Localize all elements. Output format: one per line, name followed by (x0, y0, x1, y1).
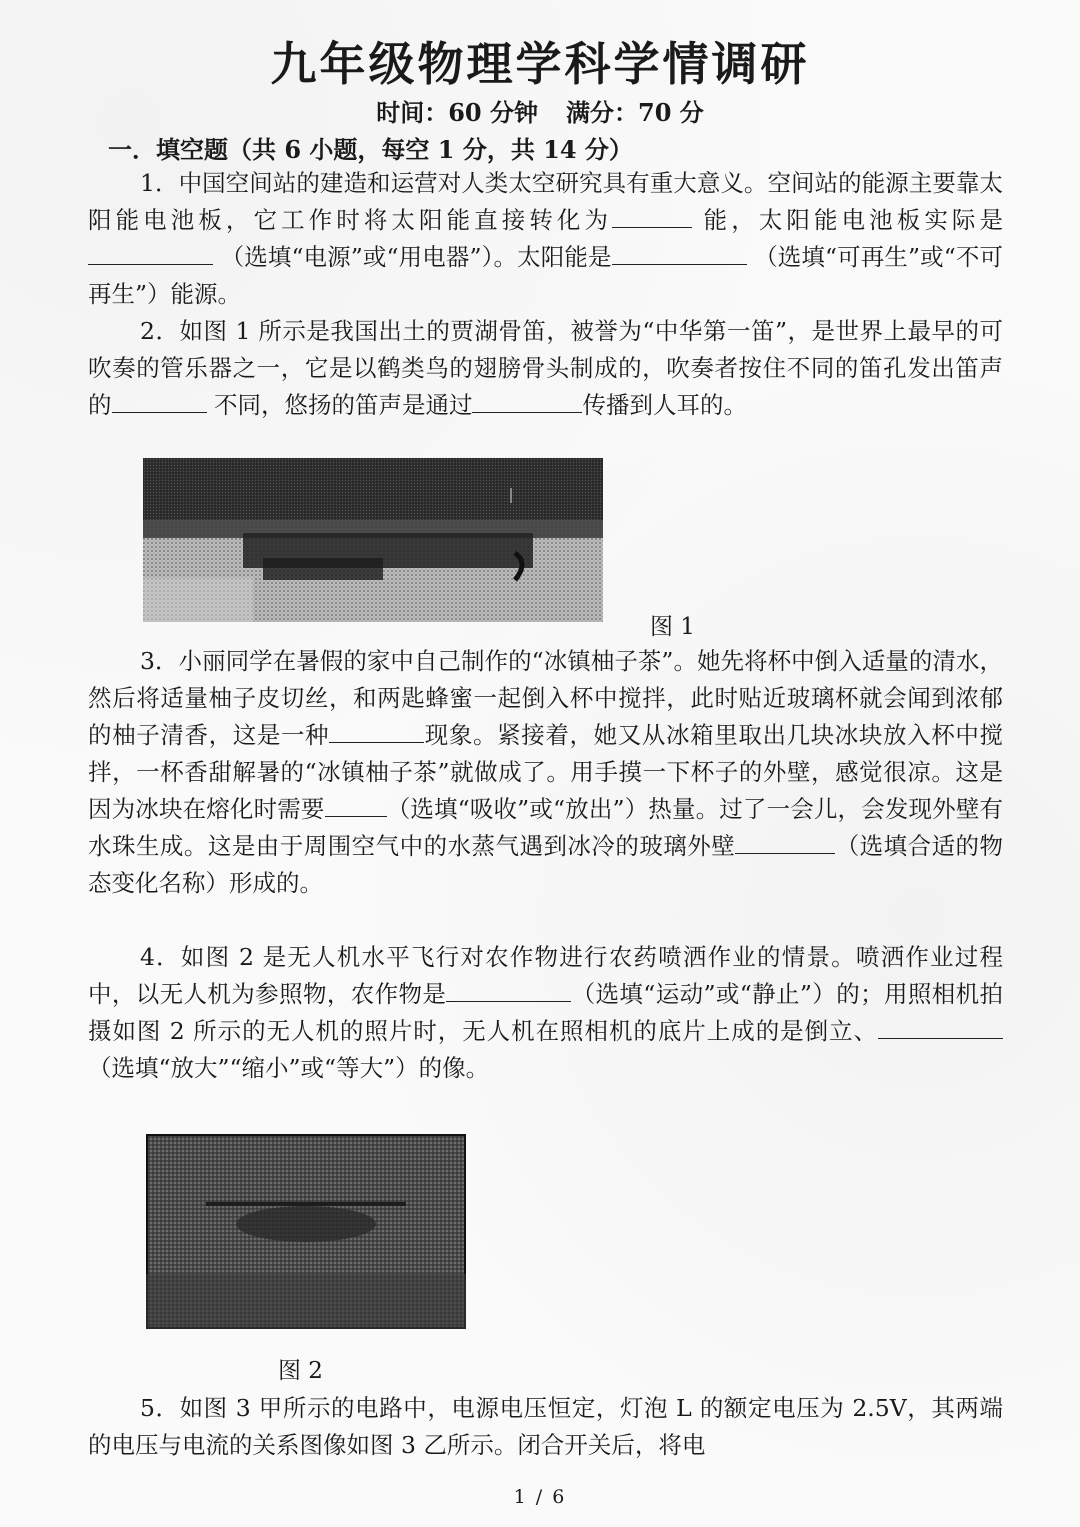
answer-blank (612, 207, 692, 228)
answer-blank (329, 722, 424, 743)
q1-text-1: 1．中国空间站的建造和运营对人类太空研究具有重大意义。空间站的能源主要靠太阳能电池板，它工作时将太阳能直接转化为 (88, 169, 1003, 234)
exam-title: 九年级物理学科学情调研 (270, 37, 810, 91)
answer-blank (612, 244, 747, 265)
answer-blank (878, 1018, 1003, 1039)
exam-score: 满分：70 分 (566, 98, 704, 127)
figure-1-caption: 图 1 (650, 614, 695, 640)
q2-text-1: 2．如图 1 所示是我国出土的贾湖骨笛，被誉为“中华第一笛”，是世界上最早的可吹奏的管乐器之一，它是以鹤类鸟的翅膀骨头制成的，吹奏者按住不同的笛孔发出笛声的 (88, 317, 1003, 419)
bone-flute-image (143, 458, 603, 622)
exam-info (0, 93, 1080, 128)
answer-blank (88, 244, 213, 265)
question-2 (88, 313, 1003, 424)
q4-text-2: （选填“运动”或“静止”）的；用照相机拍摄如图 2 所示的无人机的照片时，无人机在照相机的底片上成的是倒立、 (88, 980, 1003, 1045)
q2-text-2: 不同，悠扬的笛声是通过 (213, 391, 473, 419)
answer-blank (112, 392, 207, 413)
q1-text-2: 能，太阳能电池板实际是 (703, 206, 1003, 234)
answer-blank (325, 796, 387, 817)
bone-flute-photo (143, 458, 603, 622)
page-number: 1 / 6 (513, 1486, 567, 1508)
q4-text-3: （选填“放大”“缩小”或“等大”）的像。 (88, 1054, 490, 1082)
exam-time: 时间：60 分钟 (376, 98, 538, 127)
q1-text-3: （选填“电源”或“用电器”）。太阳能是 (220, 243, 612, 271)
question-5 (88, 1390, 1003, 1464)
q5-text-1: 5．如图 3 甲所示的电路中，电源电压恒定，灯泡 L 的额定电压为 2.5V，其两端的电压与电流的关系图像如图 3 乙所示。闭合开关后，将电 (88, 1394, 1003, 1459)
question-3 (88, 643, 1003, 902)
drone-image (146, 1134, 466, 1329)
q3-text-2: 现象。紧接着，她又从冰箱里取出几块冰块放入杯中搅拌，一杯香甜解暑的“冰镇柚子茶”就做成了。用手摸一下杯子的外壁，感觉很凉。这是因为冰块在熔化时需要 (88, 721, 1004, 823)
q1-text-4: （选填“可再生”或“不可再生”）能源。 (88, 243, 1003, 308)
question-1 (88, 165, 1003, 313)
q3-text-4: （选填合适的物态变化名称）形成的。 (88, 832, 1004, 897)
drone-photo (146, 1134, 466, 1329)
answer-blank (735, 833, 835, 854)
question-4 (88, 939, 1003, 1087)
section-heading: 一．填空题（共 6 小题，每空 1 分，共 14 分） (108, 135, 633, 164)
answer-blank (472, 392, 582, 413)
figure-2-caption: 图 2 (278, 1358, 323, 1384)
answer-blank (446, 981, 571, 1002)
q3-text-3: （选填“吸收”或“放出”）热量。过了一会儿，会发现外壁有水珠生成。这是由于周围空气中的水蒸气遇到冰冷的玻璃外壁 (88, 795, 1003, 860)
q3-text-1: 3．小丽同学在暑假的家中自己制作的“冰镇柚子茶”。她先将杯中倒入适量的清水，然后将适量柚子皮切丝，和两匙蜂蜜一起倒入杯中搅拌，此时贴近玻璃杯就会闻到浓郁的柚子清香，这是一种 (88, 647, 1003, 749)
q2-text-3: 传播到人耳的。 (582, 391, 747, 419)
q4-text-1: 4．如图 2 是无人机水平飞行对农作物进行农药喷洒作业的情景。喷洒作业过程中，以无人机为参照物，农作物是 (88, 943, 1003, 1008)
